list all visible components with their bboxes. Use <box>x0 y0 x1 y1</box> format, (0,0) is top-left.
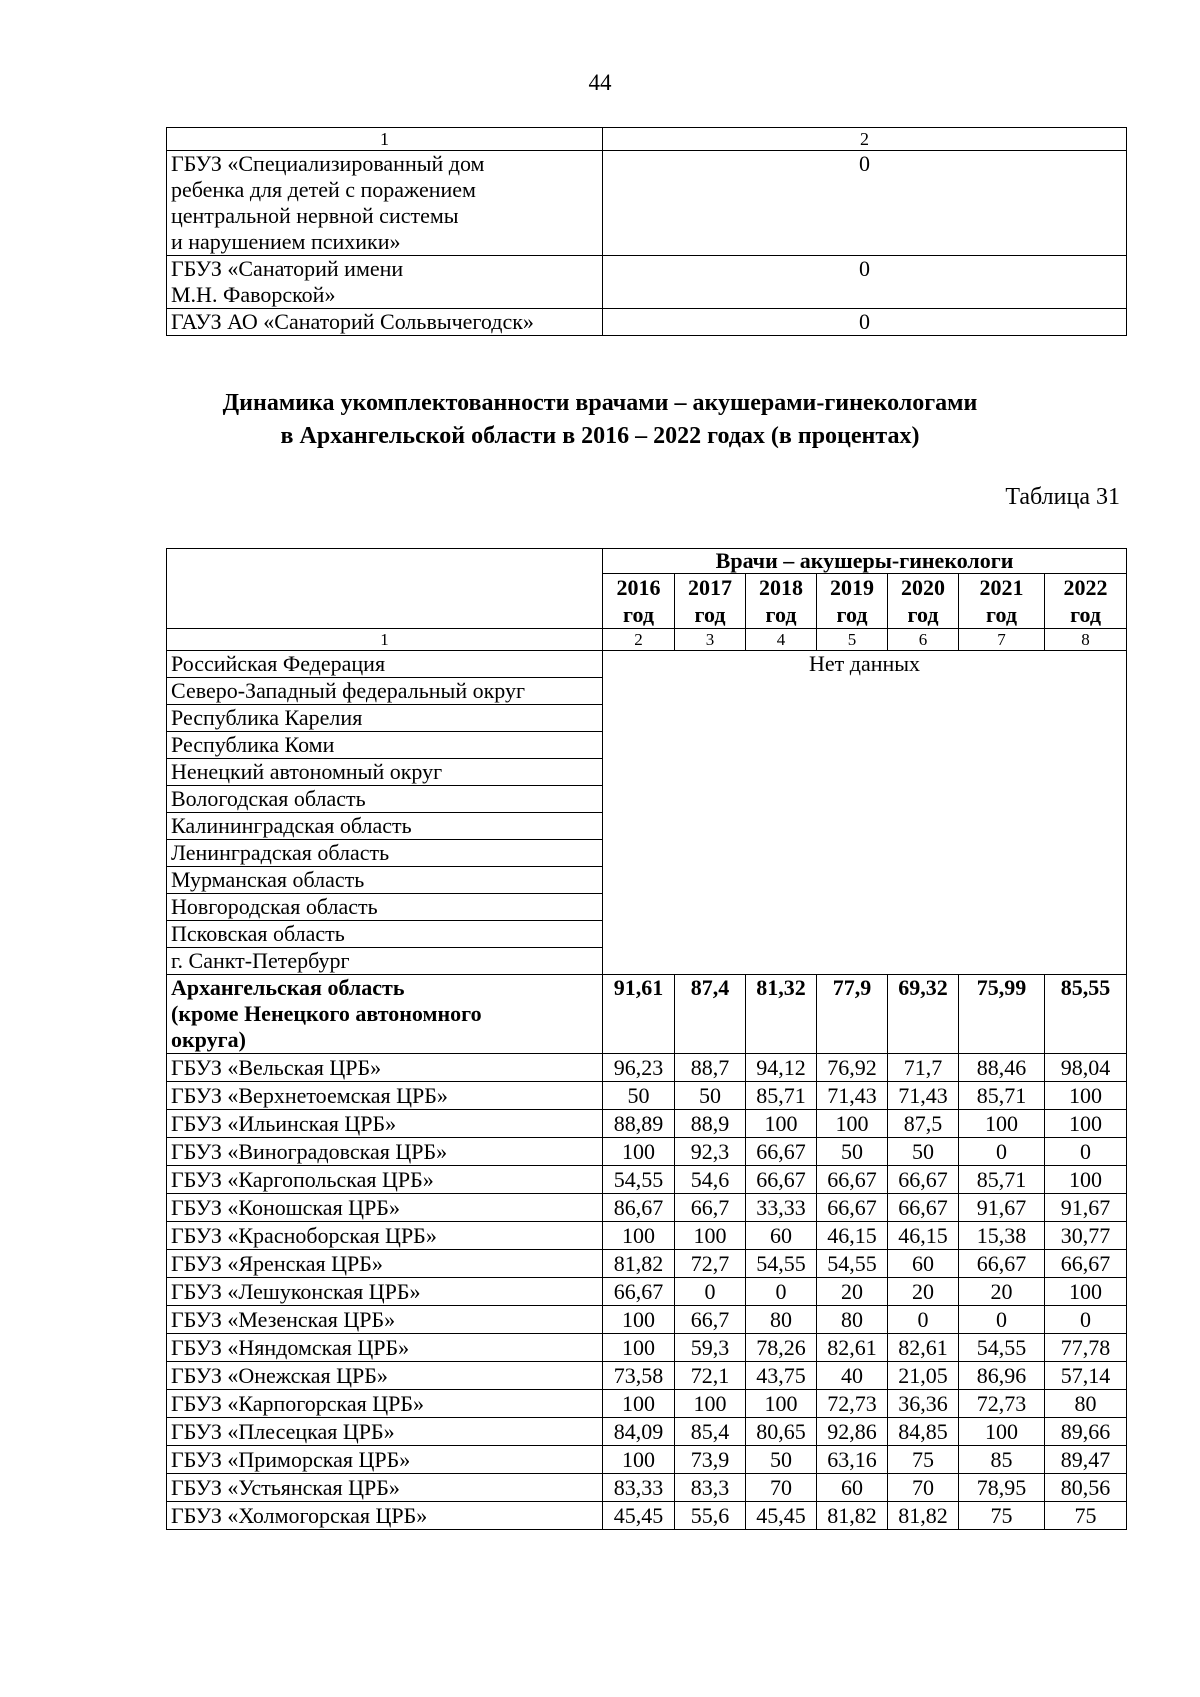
value-cell: 100 <box>675 1222 746 1250</box>
institution-name-line: центральной нервной системы <box>171 203 459 228</box>
value-cell: 75 <box>959 1502 1045 1530</box>
staffing-table <box>166 548 1127 1530</box>
value-cell: 66,67 <box>817 1194 888 1222</box>
year-header-cell <box>675 574 746 629</box>
institution-name-cell: ГБУЗ «Карпогорская ЦРБ» <box>167 1390 603 1418</box>
year-unit-label: год <box>694 602 726 627</box>
region-name-cell <box>167 975 603 1054</box>
year-header-cell <box>959 574 1045 629</box>
value-cell: 70 <box>888 1474 959 1502</box>
value-cell: 77,9 <box>817 975 888 1054</box>
institution-name-cell: ГБУЗ «Устьянская ЦРБ» <box>167 1474 603 1502</box>
value-cell: 66,7 <box>675 1194 746 1222</box>
value-cell: 100 <box>603 1222 675 1250</box>
institution-name-line: и нарушением психики» <box>171 229 401 254</box>
value-cell: 66,67 <box>959 1250 1045 1278</box>
value-cell: 73,9 <box>675 1446 746 1474</box>
value-cell: 54,55 <box>746 1250 817 1278</box>
table-row <box>167 1138 1127 1166</box>
value-cell: 20 <box>888 1278 959 1306</box>
value-cell: 81,32 <box>746 975 817 1054</box>
value-cell: 55,6 <box>675 1502 746 1530</box>
value-cell: 36,36 <box>888 1390 959 1418</box>
top-table-header-cell: 1 <box>167 128 603 151</box>
title-line-1: Динамика укомплектованности врачами – акушерами-гинекологами <box>222 390 978 416</box>
year-label: 2017 <box>688 575 732 600</box>
value-cell: 66,67 <box>1045 1250 1127 1278</box>
table-number-label: Таблица 31 <box>1005 484 1120 510</box>
value-cell: 85,4 <box>675 1418 746 1446</box>
value-cell: 100 <box>675 1390 746 1418</box>
value-cell: 87,4 <box>675 975 746 1054</box>
value-cell: 89,66 <box>1045 1418 1127 1446</box>
group-header-cell: Врачи – акушеры-гинекологи <box>603 549 1127 574</box>
year-unit-label: год <box>623 602 654 627</box>
table-row <box>167 1474 1127 1502</box>
title-line-2: в Архангельской области в 2016 – 2022 годах (в процентах) <box>280 423 920 449</box>
table-title <box>0 387 1200 453</box>
region-name-line: Архангельская область <box>171 975 405 1000</box>
value-cell: 0 <box>1045 1306 1127 1334</box>
region-name-cell: Калининградская область <box>167 813 603 840</box>
institution-name-cell: ГБУЗ «Ильинская ЦРБ» <box>167 1110 603 1138</box>
year-label: 2022 <box>1063 575 1108 600</box>
institution-name-cell: ГБУЗ «Холмогорская ЦРБ» <box>167 1502 603 1530</box>
value-cell: 45,45 <box>603 1502 675 1530</box>
value-cell: 100 <box>1045 1110 1127 1138</box>
column-number-row <box>167 629 1127 651</box>
institution-name-cell <box>167 309 603 336</box>
value-cell: 82,61 <box>888 1334 959 1362</box>
main-header-row <box>167 549 1127 574</box>
year-header-cell <box>746 574 817 629</box>
institution-name-line: ГАУЗ АО «Санаторий Сольвычегодск» <box>171 309 534 334</box>
value-cell: 92,86 <box>817 1418 888 1446</box>
institution-name-cell: ГБУЗ «Онежская ЦРБ» <box>167 1362 603 1390</box>
institution-value-cell: 0 <box>603 309 1127 336</box>
value-cell: 66,67 <box>746 1138 817 1166</box>
column-number-cell: 2 <box>603 629 675 651</box>
value-cell: 100 <box>603 1446 675 1474</box>
value-cell: 84,85 <box>888 1418 959 1446</box>
column-number-cell: 4 <box>746 629 817 651</box>
top-table-header-cell: 2 <box>603 128 1127 151</box>
institution-name-cell: ГБУЗ «Красноборская ЦРБ» <box>167 1222 603 1250</box>
value-cell: 40 <box>817 1362 888 1390</box>
column-number-cell: 6 <box>888 629 959 651</box>
value-cell: 50 <box>888 1138 959 1166</box>
institution-name-cell: ГБУЗ «Коношская ЦРБ» <box>167 1194 603 1222</box>
value-cell: 80 <box>1045 1390 1127 1418</box>
value-cell: 73,58 <box>603 1362 675 1390</box>
value-cell: 66,7 <box>675 1306 746 1334</box>
header-corner-cell <box>167 549 603 629</box>
top-table <box>166 127 1127 336</box>
year-label: 2018 <box>759 575 803 600</box>
column-number-cell: 1 <box>167 629 603 651</box>
table-row <box>167 1278 1127 1306</box>
value-cell: 54,55 <box>817 1250 888 1278</box>
value-cell: 66,67 <box>888 1166 959 1194</box>
region-name-line: округа) <box>171 1027 246 1052</box>
value-cell: 72,73 <box>817 1390 888 1418</box>
region-name-cell: Российская Федерация <box>167 651 603 678</box>
value-cell: 88,7 <box>675 1054 746 1082</box>
value-cell: 0 <box>959 1138 1045 1166</box>
value-cell: 100 <box>603 1306 675 1334</box>
value-cell: 80,56 <box>1045 1474 1127 1502</box>
value-cell: 75 <box>888 1446 959 1474</box>
year-unit-label: год <box>836 602 868 627</box>
value-cell: 76,92 <box>817 1054 888 1082</box>
value-cell: 94,12 <box>746 1054 817 1082</box>
no-data-cell: Нет данных <box>603 651 1127 975</box>
value-cell: 85,55 <box>1045 975 1127 1054</box>
value-cell: 71,43 <box>817 1082 888 1110</box>
value-cell: 20 <box>959 1278 1045 1306</box>
column-number-cell: 5 <box>817 629 888 651</box>
region-name-cell: Псковская область <box>167 921 603 948</box>
institution-value-cell: 0 <box>603 256 1127 309</box>
value-cell: 54,55 <box>959 1334 1045 1362</box>
value-cell: 66,67 <box>817 1166 888 1194</box>
value-cell: 81,82 <box>817 1502 888 1530</box>
institution-name-cell: ГБУЗ «Няндомская ЦРБ» <box>167 1334 603 1362</box>
year-label: 2019 <box>830 575 874 600</box>
value-cell: 59,3 <box>675 1334 746 1362</box>
region-name-cell: Мурманская область <box>167 867 603 894</box>
value-cell: 66,67 <box>603 1278 675 1306</box>
value-cell: 91,67 <box>959 1194 1045 1222</box>
value-cell: 100 <box>817 1110 888 1138</box>
institution-name-cell: ГБУЗ «Яренская ЦРБ» <box>167 1250 603 1278</box>
region-name-cell: Вологодская область <box>167 786 603 813</box>
institution-name-cell <box>167 151 603 256</box>
value-cell: 46,15 <box>817 1222 888 1250</box>
value-cell: 46,15 <box>888 1222 959 1250</box>
value-cell: 78,26 <box>746 1334 817 1362</box>
value-cell: 78,95 <box>959 1474 1045 1502</box>
year-header-cell <box>1045 574 1127 629</box>
institution-name-cell: ГБУЗ «Приморская ЦРБ» <box>167 1446 603 1474</box>
value-cell: 45,45 <box>746 1502 817 1530</box>
value-cell: 50 <box>603 1082 675 1110</box>
table-row <box>167 1362 1127 1390</box>
value-cell: 72,7 <box>675 1250 746 1278</box>
year-unit-label: год <box>765 602 797 627</box>
value-cell: 20 <box>817 1278 888 1306</box>
column-number-cell: 3 <box>675 629 746 651</box>
arkhangelsk-total-row <box>167 975 1127 1054</box>
institution-name-cell: ГБУЗ «Мезенская ЦРБ» <box>167 1306 603 1334</box>
value-cell: 77,78 <box>1045 1334 1127 1362</box>
value-cell: 60 <box>888 1250 959 1278</box>
value-cell: 84,09 <box>603 1418 675 1446</box>
region-name-cell: г. Санкт-Петербург <box>167 948 603 975</box>
value-cell: 85,71 <box>746 1082 817 1110</box>
year-label: 2021 <box>979 575 1024 600</box>
value-cell: 30,77 <box>1045 1222 1127 1250</box>
value-cell: 75,99 <box>959 975 1045 1054</box>
value-cell: 100 <box>746 1390 817 1418</box>
value-cell: 72,73 <box>959 1390 1045 1418</box>
table-row <box>167 1390 1127 1418</box>
value-cell: 86,67 <box>603 1194 675 1222</box>
value-cell: 85 <box>959 1446 1045 1474</box>
value-cell: 91,61 <box>603 975 675 1054</box>
column-number-cell: 8 <box>1045 629 1127 651</box>
region-name-line: (кроме Ненецкого автономного <box>171 1001 482 1026</box>
top-table-header-row <box>167 128 1127 151</box>
value-cell: 75 <box>1045 1502 1127 1530</box>
value-cell: 98,04 <box>1045 1054 1127 1082</box>
table-row <box>167 256 1127 309</box>
value-cell: 85,71 <box>959 1166 1045 1194</box>
table-row <box>167 151 1127 256</box>
value-cell: 71,43 <box>888 1082 959 1110</box>
region-name-cell: Новгородская область <box>167 894 603 921</box>
value-cell: 60 <box>817 1474 888 1502</box>
year-unit-label: год <box>1070 602 1101 627</box>
institution-name-cell: ГБУЗ «Плесецкая ЦРБ» <box>167 1418 603 1446</box>
region-name-cell: Северо-Западный федеральный округ <box>167 678 603 705</box>
table-row <box>167 1446 1127 1474</box>
table-row <box>167 651 1127 678</box>
table-row <box>167 1166 1127 1194</box>
institution-name-line: ГБУЗ «Санаторий имени <box>171 256 404 281</box>
institution-name-line: ГБУЗ «Специализированный дом <box>171 151 485 176</box>
value-cell: 57,14 <box>1045 1362 1127 1390</box>
table-row <box>167 1054 1127 1082</box>
value-cell: 83,3 <box>675 1474 746 1502</box>
table-row <box>167 1502 1127 1530</box>
value-cell: 88,89 <box>603 1110 675 1138</box>
value-cell: 71,7 <box>888 1054 959 1082</box>
value-cell: 100 <box>746 1110 817 1138</box>
value-cell: 50 <box>817 1138 888 1166</box>
value-cell: 100 <box>959 1418 1045 1446</box>
value-cell: 91,67 <box>1045 1194 1127 1222</box>
value-cell: 72,1 <box>675 1362 746 1390</box>
value-cell: 63,16 <box>817 1446 888 1474</box>
value-cell: 88,9 <box>675 1110 746 1138</box>
value-cell: 60 <box>746 1222 817 1250</box>
institution-name-line: М.Н. Фаворской» <box>171 282 336 307</box>
column-number-cell: 7 <box>959 629 1045 651</box>
region-name-cell: Республика Коми <box>167 732 603 759</box>
year-label: 2020 <box>901 575 945 600</box>
value-cell: 86,96 <box>959 1362 1045 1390</box>
year-header-cell <box>888 574 959 629</box>
value-cell: 80 <box>817 1306 888 1334</box>
year-label: 2016 <box>616 575 661 600</box>
year-header-cell <box>603 574 675 629</box>
value-cell: 100 <box>603 1334 675 1362</box>
table-row <box>167 1222 1127 1250</box>
institution-name-cell: ГБУЗ «Каргопольская ЦРБ» <box>167 1166 603 1194</box>
value-cell: 100 <box>1045 1166 1127 1194</box>
value-cell: 70 <box>746 1474 817 1502</box>
value-cell: 0 <box>675 1278 746 1306</box>
value-cell: 80,65 <box>746 1418 817 1446</box>
value-cell: 43,75 <box>746 1362 817 1390</box>
value-cell: 83,33 <box>603 1474 675 1502</box>
region-name-cell: Ленинградская область <box>167 840 603 867</box>
value-cell: 82,61 <box>817 1334 888 1362</box>
table-row <box>167 1306 1127 1334</box>
table-row <box>167 1110 1127 1138</box>
table-row <box>167 1082 1127 1110</box>
table-row <box>167 1194 1127 1222</box>
year-unit-label: год <box>986 602 1017 627</box>
value-cell: 66,67 <box>746 1166 817 1194</box>
value-cell: 100 <box>603 1390 675 1418</box>
institution-name-cell: ГБУЗ «Вельская ЦРБ» <box>167 1054 603 1082</box>
value-cell: 87,5 <box>888 1110 959 1138</box>
value-cell: 0 <box>888 1306 959 1334</box>
value-cell: 54,55 <box>603 1166 675 1194</box>
institution-name-line: ребенка для детей с поражением <box>171 177 476 202</box>
value-cell: 100 <box>1045 1082 1127 1110</box>
value-cell: 81,82 <box>603 1250 675 1278</box>
value-cell: 21,05 <box>888 1362 959 1390</box>
value-cell: 15,38 <box>959 1222 1045 1250</box>
year-header-cell <box>817 574 888 629</box>
value-cell: 92,3 <box>675 1138 746 1166</box>
value-cell: 80 <box>746 1306 817 1334</box>
value-cell: 81,82 <box>888 1502 959 1530</box>
value-cell: 88,46 <box>959 1054 1045 1082</box>
table-row <box>167 1250 1127 1278</box>
value-cell: 89,47 <box>1045 1446 1127 1474</box>
value-cell: 96,23 <box>603 1054 675 1082</box>
table-row <box>167 1418 1127 1446</box>
value-cell: 50 <box>675 1082 746 1110</box>
value-cell: 100 <box>603 1138 675 1166</box>
region-name-cell: Ненецкий автономный округ <box>167 759 603 786</box>
year-unit-label: год <box>907 602 939 627</box>
institution-name-cell: ГБУЗ «Виноградовская ЦРБ» <box>167 1138 603 1166</box>
value-cell: 0 <box>959 1306 1045 1334</box>
value-cell: 66,67 <box>888 1194 959 1222</box>
table-row <box>167 309 1127 336</box>
table-row <box>167 1334 1127 1362</box>
value-cell: 54,6 <box>675 1166 746 1194</box>
value-cell: 85,71 <box>959 1082 1045 1110</box>
value-cell: 100 <box>1045 1278 1127 1306</box>
institution-name-cell: ГБУЗ «Лешуконская ЦРБ» <box>167 1278 603 1306</box>
value-cell: 33,33 <box>746 1194 817 1222</box>
page-number: 44 <box>588 70 612 95</box>
value-cell: 50 <box>746 1446 817 1474</box>
institution-value-cell: 0 <box>603 151 1127 256</box>
value-cell: 0 <box>746 1278 817 1306</box>
region-name-cell: Республика Карелия <box>167 705 603 732</box>
institution-name-cell <box>167 256 603 309</box>
value-cell: 100 <box>959 1110 1045 1138</box>
value-cell: 69,32 <box>888 975 959 1054</box>
institution-name-cell: ГБУЗ «Верхнетоемская ЦРБ» <box>167 1082 603 1110</box>
value-cell: 0 <box>1045 1138 1127 1166</box>
